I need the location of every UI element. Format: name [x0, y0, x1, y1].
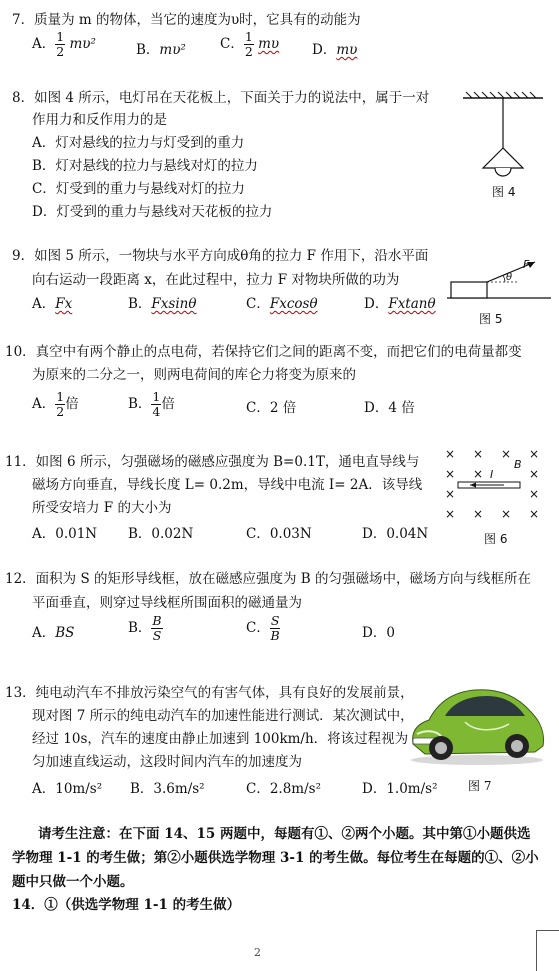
q8-stem-line2: 作用力和反作用力的是	[32, 112, 167, 128]
q9-option-a: A．Fx	[32, 296, 73, 312]
q13-stem-line3: 经过 10s，汽车的速度由静止加速到 100km/h．将该过程视为	[32, 731, 409, 747]
svg-text:×: ×	[529, 487, 540, 501]
figure-7-electric-car	[405, 682, 550, 766]
figure-4-hanging-lamp	[458, 90, 548, 210]
q8-option-a: A．灯对悬线的拉力与灯受到的重力	[32, 135, 245, 151]
figure-7-caption: 图 7	[468, 779, 492, 793]
q11-option-d: D．0.04N	[362, 526, 429, 542]
q13-stem-line1: 13．纯电动汽车不排放污染空气的有害气体，具有良好的发展前景，	[5, 685, 414, 701]
q10-option-d: D．4 倍	[364, 400, 415, 416]
figure-6-current-label: I	[490, 468, 494, 481]
figure-4-caption: 图 4	[492, 185, 516, 199]
figure-6-caption: 图 6	[484, 532, 508, 546]
notice-line3: 题中只做一个小题。	[12, 874, 134, 890]
svg-text:×: ×	[445, 487, 456, 501]
question-14-heading: 14．①（供选学物理 1-1 的考生做）	[12, 897, 241, 913]
q8-stem-line1: 8．如图 4 所示，电灯吊在天花板上，下面关于力的说法中，属于一对	[12, 90, 430, 106]
svg-text:×: ×	[529, 447, 540, 461]
q11-option-a: A．0.01N	[32, 526, 98, 542]
q7-option-b: B．mυ²	[136, 42, 186, 58]
q12-option-b: B． $\frac{B}{S}$	[128, 613, 162, 643]
q12-option-a: A．BS	[32, 625, 75, 641]
svg-text:×: ×	[529, 507, 540, 521]
figure-6-field-label: B	[514, 458, 522, 471]
q8-option-c: C．灯受到的重力与悬线对灯的拉力	[32, 181, 245, 197]
svg-text:×: ×	[445, 507, 456, 521]
figure-5-force-label: F	[523, 258, 530, 271]
q13-option-d: D．1.0m/s²	[362, 781, 438, 797]
q10-option-b: B． $\frac{1}{4}$ 倍	[128, 389, 175, 419]
svg-text:×: ×	[501, 507, 512, 521]
q7-option-a: A． $\frac{1}{2}$ mυ²	[32, 29, 96, 59]
q7-stem: 7．质量为 m 的物体，当它的速度为υ时，它具有的动能为	[12, 12, 361, 28]
svg-text:×: ×	[501, 447, 512, 461]
q9-stem-line2: 向右运动一段距离 x，在此过程中，拉力 F 对物块所做的功为	[32, 272, 400, 288]
svg-text:×: ×	[529, 467, 540, 481]
q7-option-d: D．mυ	[312, 42, 358, 58]
corner-crop-mark	[536, 930, 559, 971]
q12-option-c: C． $\frac{S}{B}$	[246, 613, 280, 643]
q9-option-c: C．Fxcosθ	[246, 296, 318, 312]
svg-text:×: ×	[473, 507, 484, 521]
figure-5-caption: 图 5	[479, 312, 503, 326]
svg-text:×: ×	[473, 467, 484, 481]
notice-line2: 学物理 1-1 的考生做；第②小题供选学物理 3-1 的考生做。每位考生在每题的①、②小	[12, 850, 539, 866]
svg-text:×: ×	[473, 447, 484, 461]
q13-stem-line4: 匀加速直线运动，这段时间内汽车的加速度为	[32, 754, 302, 770]
q13-option-b: B．3.6m/s²	[130, 781, 205, 797]
q12-option-d: D．0	[362, 625, 395, 641]
figure-5-block-with-force	[445, 252, 555, 328]
notice-line1: 请考生注意：在下面 14、15 两题中，每题有①、②两个小题。其中第①小题供选	[38, 826, 531, 842]
q9-option-b: B．Fxsinθ	[128, 296, 197, 312]
q12-stem-line1: 12．面积为 S 的矩形导线框，放在磁感应强度为 B 的匀强磁场中，磁场方向与线框所在	[5, 571, 532, 587]
q10-option-c: C．2 倍	[246, 400, 297, 416]
q12-stem-line2: 平面垂直，则穿过导线框所围面积的磁通量为	[32, 595, 302, 611]
page-number: 2	[254, 946, 261, 959]
q11-option-b: B．0.02N	[128, 526, 194, 542]
q7-option-c: C． $\frac{1}{2}$ mυ	[220, 29, 280, 59]
q8-option-d: D．灯受到的重力与悬线对天花板的拉力	[32, 204, 273, 220]
q10-stem-line2: 为原来的二分之一，则两电荷间的库仑力将变为原来的	[32, 367, 356, 383]
q10-option-a: A． $\frac{1}{2}$ 倍	[32, 389, 79, 419]
q8-option-b: B．灯对悬线的拉力与悬线对灯的拉力	[32, 158, 258, 174]
q11-stem-line3: 所受安培力 F 的大小为	[32, 500, 172, 516]
q9-stem-line1: 9．如图 5 所示，一物块与水平方向成θ角的拉力 F 作用下，沿水平面	[12, 248, 429, 264]
figure-5-theta-label: θ	[506, 272, 513, 283]
q13-option-c: C．2.8m/s²	[246, 781, 321, 797]
q9-option-d: D．Fxtanθ	[364, 296, 436, 312]
figure-6-magnetic-field-wire	[440, 444, 550, 548]
q11-stem-line1: 11．如图 6 所示，匀强磁场的磁感应强度为 B=0.1T，通电直导线与	[5, 454, 420, 470]
svg-text:×: ×	[445, 467, 456, 481]
q13-option-a: A．10m/s²	[32, 781, 103, 797]
q11-option-c: C．0.03N	[246, 526, 312, 542]
q10-stem-line1: 10．真空中有两个静止的点电荷，若保持它们之间的距离不变，而把它们的电荷量都变	[5, 344, 522, 360]
q11-stem-line2: 磁场方向垂直，导线长度 L= 0.2m，导线中电流 I= 2A．该导线	[32, 477, 423, 493]
q13-stem-line2: 现对图 7 所示的纯电动汽车的加速性能进行测试．某次测试中，	[32, 708, 414, 724]
svg-text:×: ×	[445, 447, 456, 461]
